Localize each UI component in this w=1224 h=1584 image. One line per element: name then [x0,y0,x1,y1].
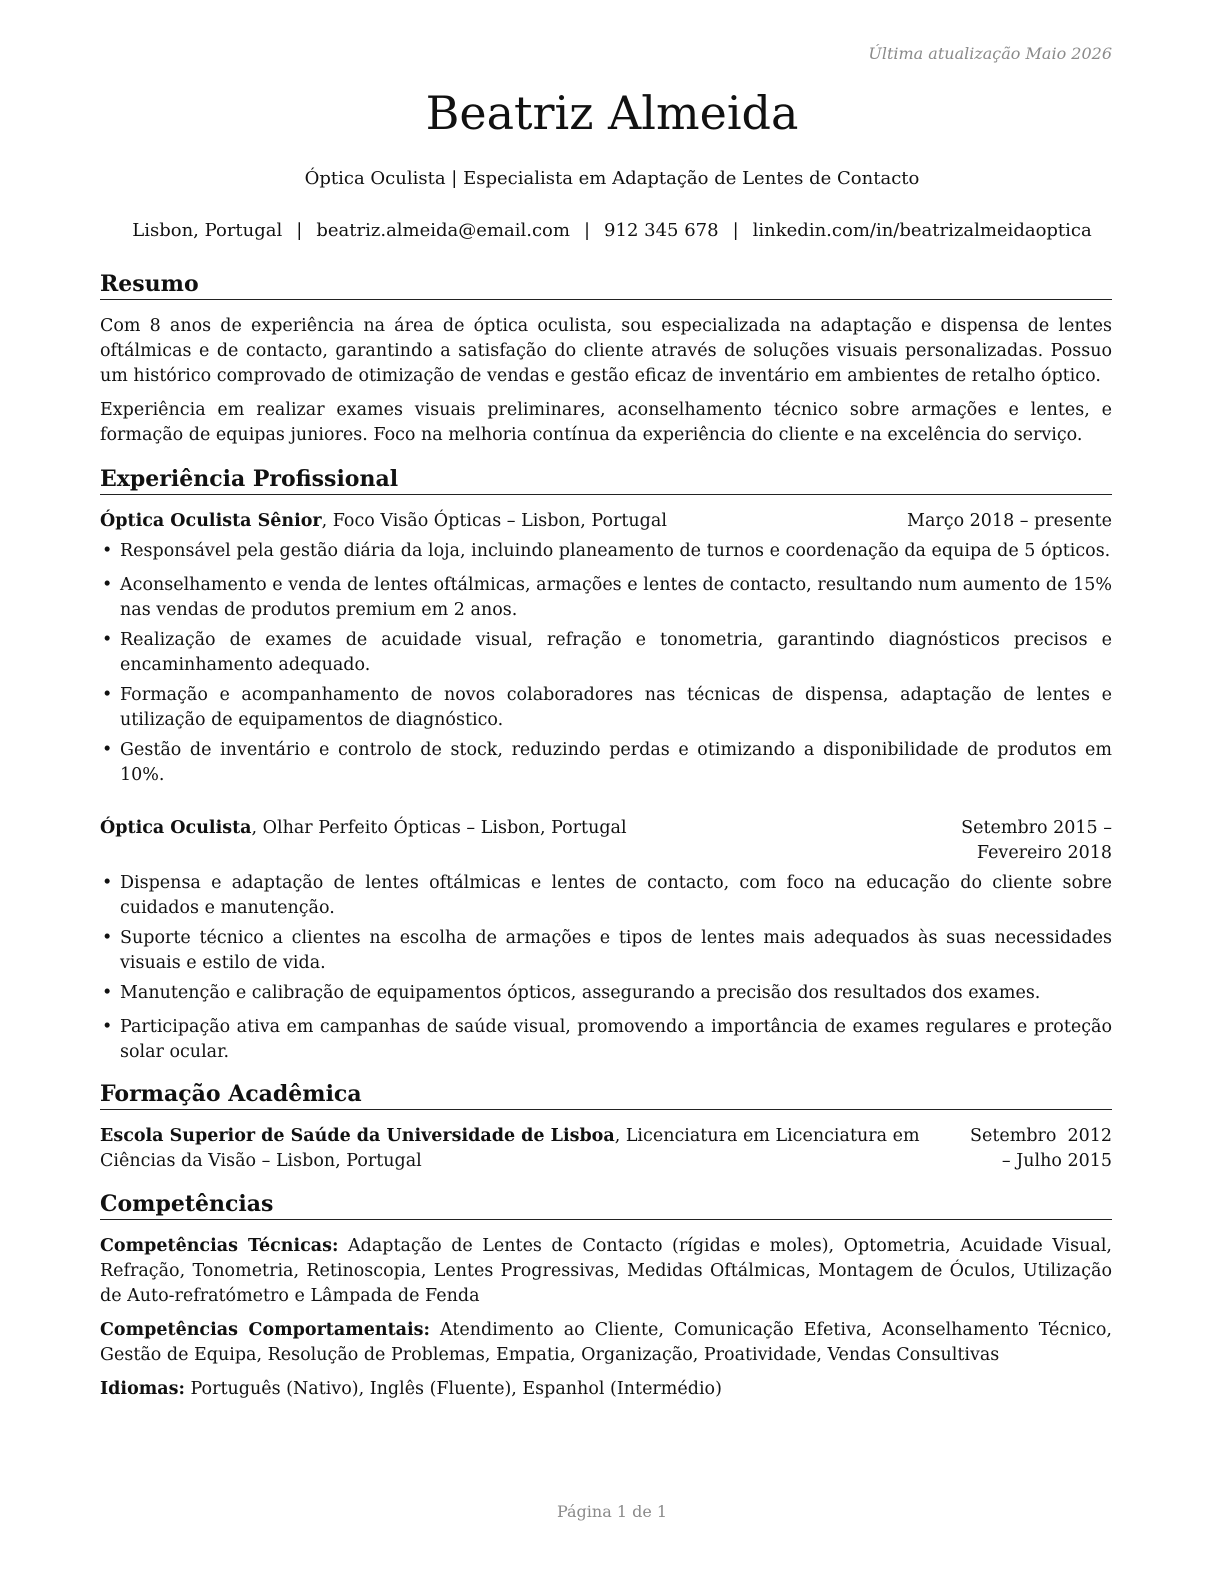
list-item: • Realização de exames de acuidade visual, refração e tonometria, garantindo diagnósticos precisos e encaminhamento adequado. [102,630,1112,675]
skills-languages [100,1377,1112,1402]
section-title-summary: Resumo [100,270,1112,300]
education-school: Escola Superior de Saúde da Universidade de Lisboa [100,1126,615,1146]
job-dates: Março 2018 – presente [907,511,1112,531]
contact-phone: 912 345 678 [604,220,719,241]
bullet-icon: • [102,928,113,948]
section-title-skills: Competências [100,1190,1112,1220]
education-degree: , Licenciatura em Licenciatura em Ciências da Visão – Lisbon, Portugal [100,1126,920,1171]
last-updated: Última atualização Maio 2026 [868,44,1112,63]
bullet-icon: • [102,630,113,650]
list-item: • Manutenção e calibração de equipamentos ópticos, assegurando a precisão dos resultados dos exames. [100,981,1112,1006]
bullet-icon: • [102,685,113,705]
summary-paragraph: Experiência em realizar exames visuais preliminares, aconselhamento técnico sobre armações e lentes, e formação de equipas juniores. Foco na melhoria contínua da experiência do cliente e na excelência do serviço. [100,400,1112,445]
bullet-icon: • [102,541,113,561]
list-item: • Formação e acompanhamento de novos colaboradores nas técnicas de dispensa, adaptação de lentes e utilização de equipamentos de diagnóstico. [102,685,1112,730]
bullet-icon: • [102,1017,113,1037]
job-header [100,509,1112,534]
contact-linkedin[interactable]: linkedin.com/in/beatrizalmeidaoptica [752,220,1092,241]
skills-label: Competências Comportamentais: [100,1320,430,1340]
contact-separator: | [732,220,739,241]
skills-technical [100,1234,1112,1309]
bullet-icon: • [102,575,113,595]
summary-paragraph: Com 8 anos de experiência na área de óptica oculista, sou especializada na adaptação e dispensa de lentes oftálmicas e de contacto, garantindo a satisfação do cliente através de soluções visuais personalizadas. Possuo um histórico comprovado de otimização de vendas e gestão eficaz de inventário em ambientes de retalho óptico. [100,316,1112,386]
skills-value: Português (Nativo), Inglês (Fluente), Espanhol (Intermédio) [184,1379,722,1399]
list-item: • Participação ativa em campanhas de saúde visual, promovendo a importância de exames regulares e proteção solar ocular. [102,1017,1112,1062]
contact-location: Lisbon, Portugal [132,220,283,241]
list-item: • Suporte técnico a clientes na escolha de armações e tipos de lentes mais adequados às suas necessidades visuais e estilo de vida. [102,928,1112,973]
contact-email[interactable]: beatriz.almeida@email.com [316,220,570,241]
contact-line [0,220,1224,241]
job-company: , Olhar Perfeito Ópticas – Lisbon, Portugal [251,818,627,838]
job-dates: Setembro 2015 – Fevereiro 2018 [961,818,1112,863]
skills-behavioral [100,1318,1112,1368]
headline: Óptica Oculista | Especialista em Adaptação de Lentes de Contacto [304,168,920,189]
skills-label: Competências Técnicas: [100,1236,339,1256]
contact-separator: | [583,220,591,241]
list-item: • Gestão de inventário e controlo de stock, reduzindo perdas e otimizando a disponibilidade de produtos em 10%. [102,740,1112,785]
job-header [100,816,1112,866]
list-item: • Responsável pela gestão diária da loja, incluindo planeamento de turnos e coordenação da equipa de 5 ópticos. [100,539,1112,564]
candidate-name: Beatriz Almeida [425,86,799,140]
bullet-icon: • [102,983,113,1003]
skills-value: Atendimento ao Cliente, Comunicação Efetiva, Aconselhamento Técnico, Gestão de Equipa, Resolução de Problemas, Empatia, Organização, Proatividade, Vendas Consultivas [100,1320,1112,1365]
bullet-icon: • [102,740,113,760]
list-item: • Aconselhamento e venda de lentes oftálmicas, armações e lentes de contacto, resultando num aumento de 15% nas vendas de produtos premium em 2 anos. [102,575,1112,620]
section-title-education: Formação Acadêmica [100,1080,1112,1110]
job-role: Óptica Oculista [100,818,252,838]
skills-value: Adaptação de Lentes de Contacto (rígidas e moles), Optometria, Acuidade Visual, Refração, Tonometria, Retinoscopia, Lentes Progressivas, Medidas Oftálmicas, Montagem de Óculos, Utilização de Auto-refratómetro e Lâmpada de Fenda [100,1236,1113,1306]
list-item: • Dispensa e adaptação de lentes oftálmicas e lentes de contacto, com foco na educação do cliente sobre cuidados e manutenção. [102,873,1112,918]
bullet-icon: • [102,873,113,893]
job-bullets [100,539,1112,788]
resume-body [100,270,1112,1402]
education-dates: Setembro 2012 – Julho 2015 [970,1126,1112,1171]
education-entry [100,1124,1112,1174]
job-bullets [100,871,1112,1065]
contact-separator: | [296,220,303,241]
section-title-experience: Experiência Profissional [100,465,1112,495]
job-role: Óptica Oculista Sênior [100,511,322,531]
skills-label: Idiomas: [100,1379,185,1399]
page-number: Página 1 de 1 [556,1502,668,1521]
job-company: , Foco Visão Ópticas – Lisbon, Portugal [321,511,667,531]
